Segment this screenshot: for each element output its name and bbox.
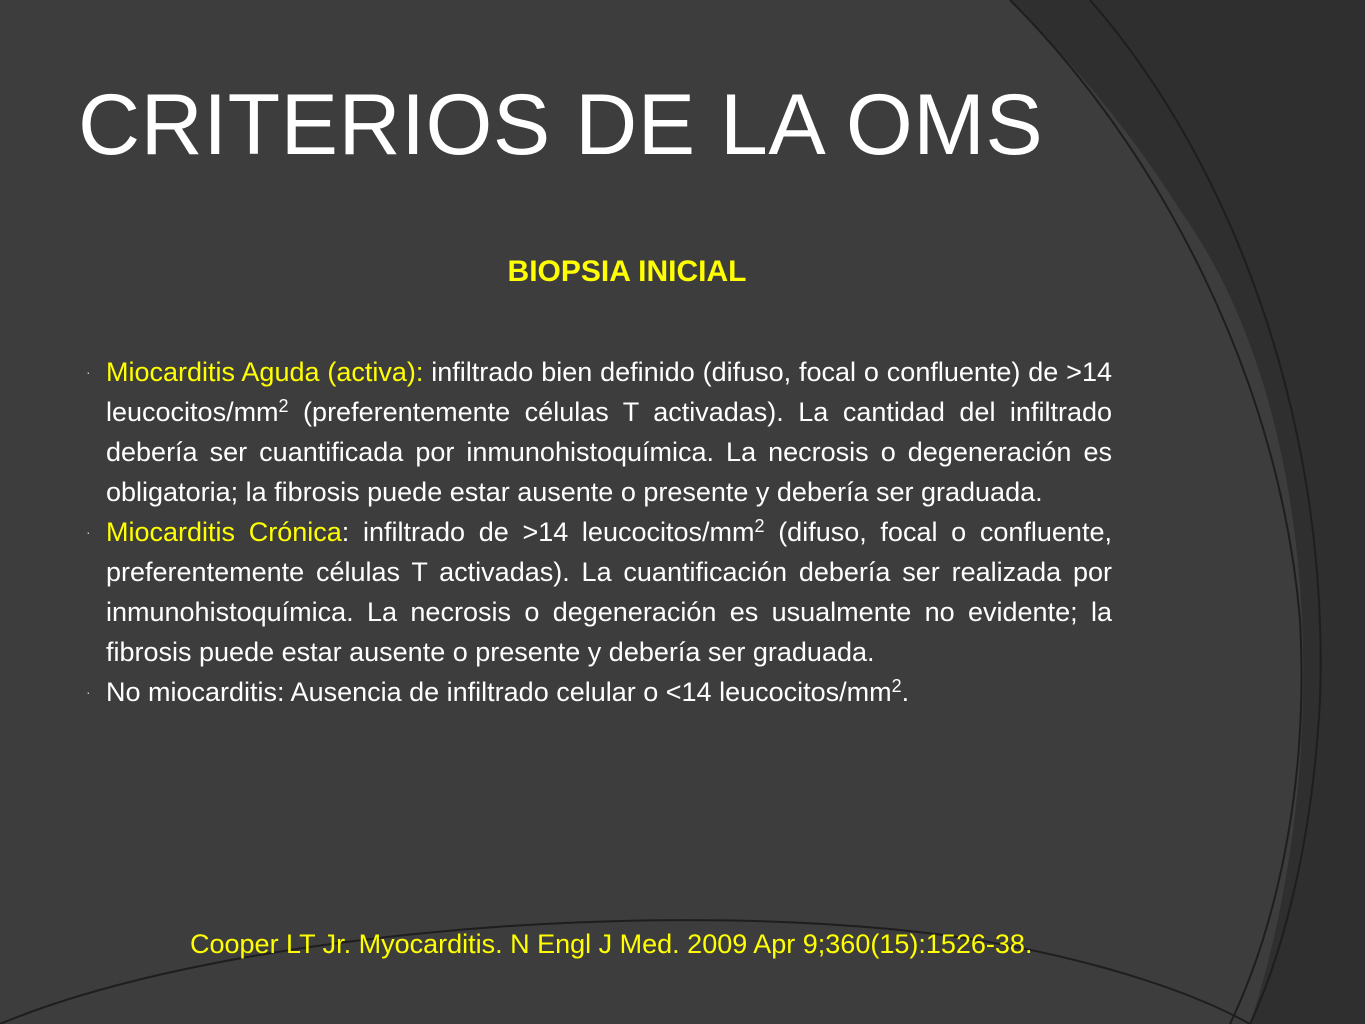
superscript: 2 <box>891 676 902 696</box>
bullet-dot-icon: · <box>86 364 91 380</box>
slide-title: CRITERIOS DE LA OMS <box>78 77 1044 173</box>
criteria-item-text: infiltrado bien definido (difuso, focal o confluente) de >14 leucocitos/mm <box>106 357 1112 427</box>
bullet-dot-icon: · <box>86 524 91 540</box>
superscript: 2 <box>754 516 765 536</box>
criteria-item-text-continued: (preferentemente células T activadas). La cantidad del infiltrado debería ser cuantificada por inmunohistoquímica. La necrosis o degeneración es obligatoria; la fibrosis puede estar ausente o presente y debería ser graduada. <box>106 397 1112 507</box>
criteria-item-chronic <box>82 512 1112 672</box>
criteria-item-lead: Miocarditis Crónica <box>106 517 342 547</box>
citation: Cooper LT Jr. Myocarditis. N Engl J Med. 2009 Apr 9;360(15):1526-38. <box>190 929 1033 959</box>
criteria-list <box>82 352 1112 712</box>
superscript: 2 <box>278 396 289 416</box>
criteria-item-text-continued: . <box>901 677 910 707</box>
criteria-item-none <box>82 672 1112 712</box>
criteria-item-lead: Miocarditis Aguda (activa): <box>106 357 424 387</box>
slide-subtitle: BIOPSIA INICIAL <box>507 255 747 288</box>
criteria-item-acute <box>82 352 1112 512</box>
criteria-item-text: : infiltrado de >14 leucocitos/mm <box>341 517 755 547</box>
criteria-item-text: No miocarditis: Ausencia de infiltrado celular o <14 leucocitos/mm <box>106 677 892 707</box>
criteria-item-text-continued: (difuso, focal o confluente, preferentemente células T activadas). La cuantificación debería ser realizada por inmunohistoquímica. La necrosis o degeneración es usualmente no evidente; la fibrosis puede estar ausente o presente y debería ser graduada. <box>106 517 1112 667</box>
bullet-dot-icon: · <box>86 684 91 700</box>
